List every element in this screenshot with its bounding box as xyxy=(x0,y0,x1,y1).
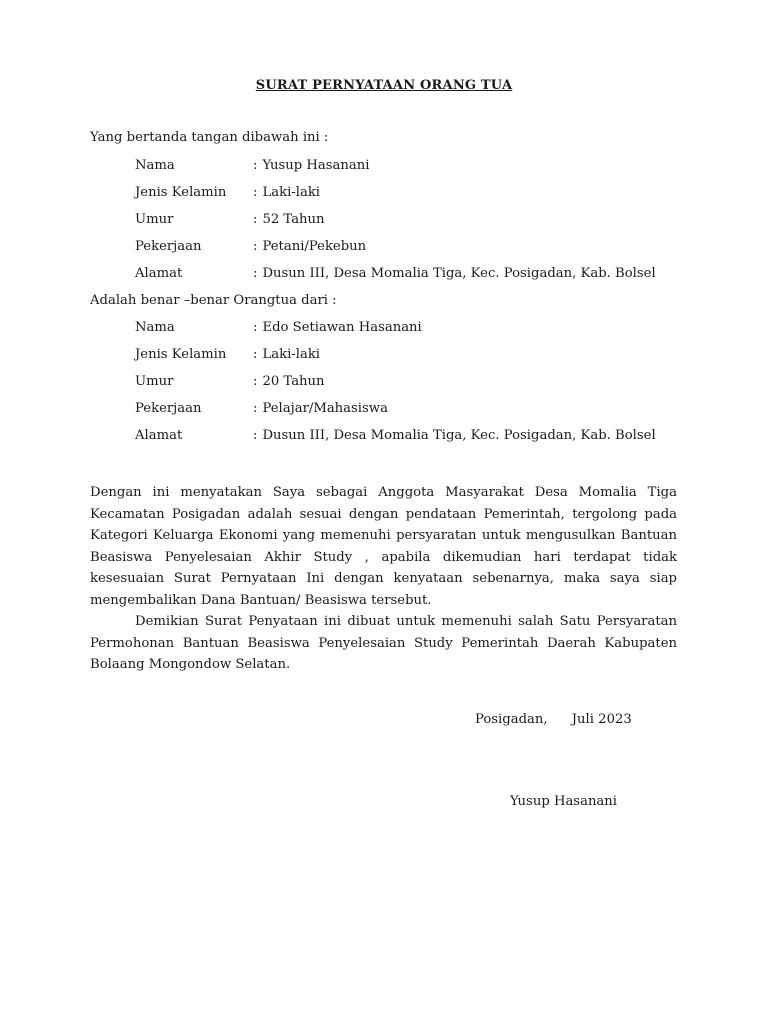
document-title: SURAT PERNYATAAN ORANG TUA xyxy=(255,78,513,93)
field-value: Laki-laki xyxy=(262,185,321,200)
field-value: Dusun III, Desa Momalia Tiga, Kec. Posigadan, Kab. Bolsel xyxy=(262,428,656,443)
parent-name-row xyxy=(135,158,369,173)
statement-paragraph: Dengan ini menyatakan Saya sebagai Anggota Masyarakat Desa Momalia Tiga Kecamatan Posigadan adalah sesuai dengan pendataan Pemerintah, tergolong pada Kategori Keluarga Ekonomi yang memenuhi persyaratan untuk mengusulkan Bantuan Beasiswa Penyelesaian Akhir Study , apabila dikemudian hari terdapat tidak kesesuaian Surat Pernyataan Ini dengan kenyataan sebenarnya, maka saya siap mengembalikan Dana Bantuan/ Beasiswa tersebut. xyxy=(90,485,677,608)
field-value: Dusun III, Desa Momalia Tiga, Kec. Posigadan, Kab. Bolsel xyxy=(262,266,656,281)
field-label: Jenis Kelamin xyxy=(135,185,227,200)
parent-gender-row xyxy=(135,185,320,200)
parent-address-row xyxy=(135,266,656,281)
child-age-row xyxy=(135,374,325,389)
field-label: Pekerjaan xyxy=(135,239,202,254)
field-separator: : xyxy=(253,401,258,416)
field-value: Petani/Pekebun xyxy=(262,239,367,254)
field-separator: : xyxy=(253,428,258,443)
field-label: Alamat xyxy=(135,266,183,281)
field-value: Laki-laki xyxy=(262,347,321,362)
field-separator: : xyxy=(253,212,258,227)
field-separator: : xyxy=(253,266,258,281)
field-separator: : xyxy=(253,320,258,335)
field-value: 20 Tahun xyxy=(262,374,325,389)
parent-age-row xyxy=(135,212,325,227)
field-separator: : xyxy=(253,239,258,254)
place-text: Posigadan, xyxy=(475,712,548,727)
field-value: 52 Tahun xyxy=(262,212,325,227)
child-address-row xyxy=(135,428,656,443)
field-separator: : xyxy=(253,347,258,362)
field-value: Yusup Hasanani xyxy=(262,158,370,173)
field-value: Edo Setiawan Hasanani xyxy=(262,320,422,335)
date-text: Juli 2023 xyxy=(571,712,632,727)
child-intro-text: Adalah benar –benar Orangtua dari : xyxy=(90,293,337,308)
closing-paragraph: Demikian Surat Penyataan ini dibuat untuk memenuhi salah Satu Persyaratan Permohonan Bantuan Beasiswa Penyelesaian Study Pemerintah Daerah Kabupaten Bolaang Mongondow Selatan. xyxy=(90,614,677,673)
place-date xyxy=(475,712,632,727)
child-job-row xyxy=(135,401,388,416)
field-label: Jenis Kelamin xyxy=(135,347,227,362)
field-label: Nama xyxy=(135,320,175,335)
field-value: Pelajar/Mahasiswa xyxy=(262,401,388,416)
child-gender-row xyxy=(135,347,320,362)
field-label: Umur xyxy=(135,374,174,389)
intro-text: Yang bertanda tangan dibawah ini : xyxy=(90,130,329,145)
field-label: Nama xyxy=(135,158,175,173)
child-name-row xyxy=(135,320,422,335)
signer-name: Yusup Hasanani xyxy=(510,794,618,809)
field-separator: : xyxy=(253,158,258,173)
field-separator: : xyxy=(253,185,258,200)
field-label: Alamat xyxy=(135,428,183,443)
field-label: Pekerjaan xyxy=(135,401,202,416)
parent-job-row xyxy=(135,239,366,254)
field-label: Umur xyxy=(135,212,174,227)
field-separator: : xyxy=(253,374,258,389)
